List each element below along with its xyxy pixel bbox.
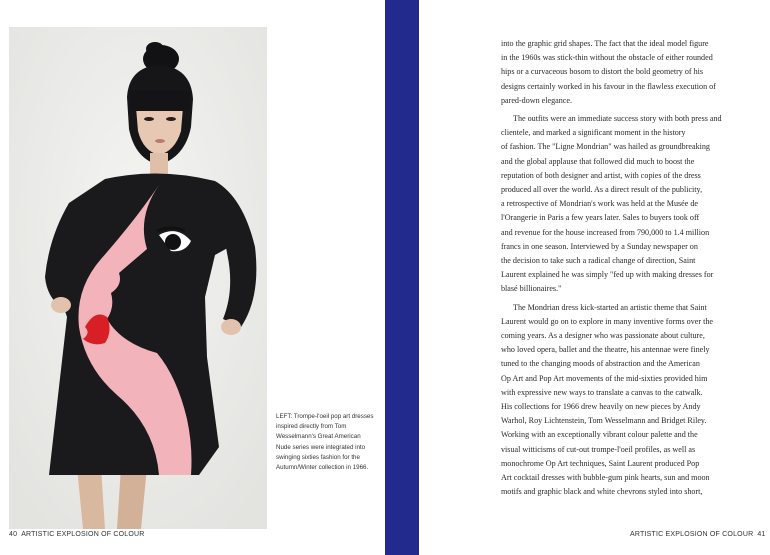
text-line: blasé billionaires.": [501, 284, 562, 294]
text-line: reputation of both designer and artist, with copies of the dress: [501, 170, 701, 180]
text-line: in the 1960s was stick-thin without the obstacle of either rounded: [501, 53, 713, 63]
photo-caption: LEFT: Trompe-l'oeil pop art dresses inspired directly from Tom Wesselmann's Great American Nude series were integrated into swinging sixties fashion for the Autumn/Winter collection in 1966.: [276, 413, 374, 472]
text-line: a retrospective of Mondrian's work was held at the Musée de: [501, 199, 698, 209]
text-line: visual witticisms of cut-out trompe-l'oeil profiles, as well as: [501, 444, 696, 454]
text-line: hips or a curvaceous bosom to distort the bold geometry of his: [501, 67, 704, 77]
text-line: who loved opera, ballet and the theatre, his antennae were finely: [501, 345, 710, 355]
text-line: into the graphic grid shapes. The fact that the ideal model figure: [501, 39, 709, 48]
text-line: of fashion. The "Ligne Mondrian" was hailed as groundbreaking: [501, 142, 710, 152]
text-line: Working with an exceptionally vibrant colour palette and the: [501, 430, 698, 440]
text-line: Laurent would go on to explore in many inventive forms over the: [501, 316, 713, 326]
right-page: [419, 0, 770, 555]
text-line: Laurent explained he was simply "fed up with making dresses for: [501, 270, 714, 280]
text-line: and the global applause that followed did much to boost the: [501, 156, 695, 166]
page-number-right: 41: [757, 531, 766, 538]
text-line: designs certainly worked in his favour in the flawless execution of: [501, 81, 716, 91]
text-line: coming years. As a designer who was passionate about culture,: [501, 331, 705, 341]
page-number-left: 40: [9, 531, 18, 538]
blue-gutter-band: [385, 0, 419, 555]
text-line: Art cocktail dresses with bubble-gum pink hearts, sun and moon: [501, 473, 710, 483]
text-line: The Mondrian dress kick-started an artistic theme that Saint: [513, 302, 707, 312]
text-line: pared-down elegance.: [501, 95, 573, 105]
text-line: motifs and graphic black and white chevrons styled into short,: [501, 487, 703, 497]
text-line: monochrome Op Art techniques, Saint Laurent produced Pop: [501, 458, 700, 468]
text-line: with expressive new ways to translate a canvas to the catwalk.: [501, 387, 703, 397]
text-line: the decision to take such a radical change of direction, Saint: [501, 256, 696, 266]
fashion-photo: [9, 27, 267, 529]
text-line: Op Art and Pop Art movements of the mid-sixties provided him: [501, 373, 708, 383]
right-folio: [630, 531, 766, 538]
model-dress-illustration: [9, 27, 267, 529]
text-line: produced all over the world. As a direct result of the publicity,: [501, 185, 703, 195]
text-line: Warhol, Roy Lichtenstein, Tom Wesselmann and Bridget Riley.: [501, 416, 707, 426]
text-line: l'Orangerie in Paris a few years later. Sales to buyers took off: [501, 213, 700, 223]
text-line: and revenue for the house increased from 790,000 to 1.4 million: [501, 227, 710, 237]
running-head-right: ARTISTIC EXPLOSION OF COLOUR: [630, 531, 754, 538]
text-line: francs in one season. Interviewed by a Sunday newspaper on: [501, 241, 698, 251]
running-head-left: ARTISTIC EXPLOSION OF COLOUR: [21, 531, 145, 538]
text-line: clientele, and marked a significant moment in the history: [501, 128, 686, 138]
text-line: tuned to the changing moods of abstraction and the American: [501, 359, 700, 369]
text-line: The outfits were an immediate success story with both press and: [513, 114, 722, 124]
left-folio: [9, 531, 145, 538]
text-line: His collections for 1966 drew heavily on new pieces by Andy: [501, 402, 701, 412]
body-text: [501, 37, 765, 500]
